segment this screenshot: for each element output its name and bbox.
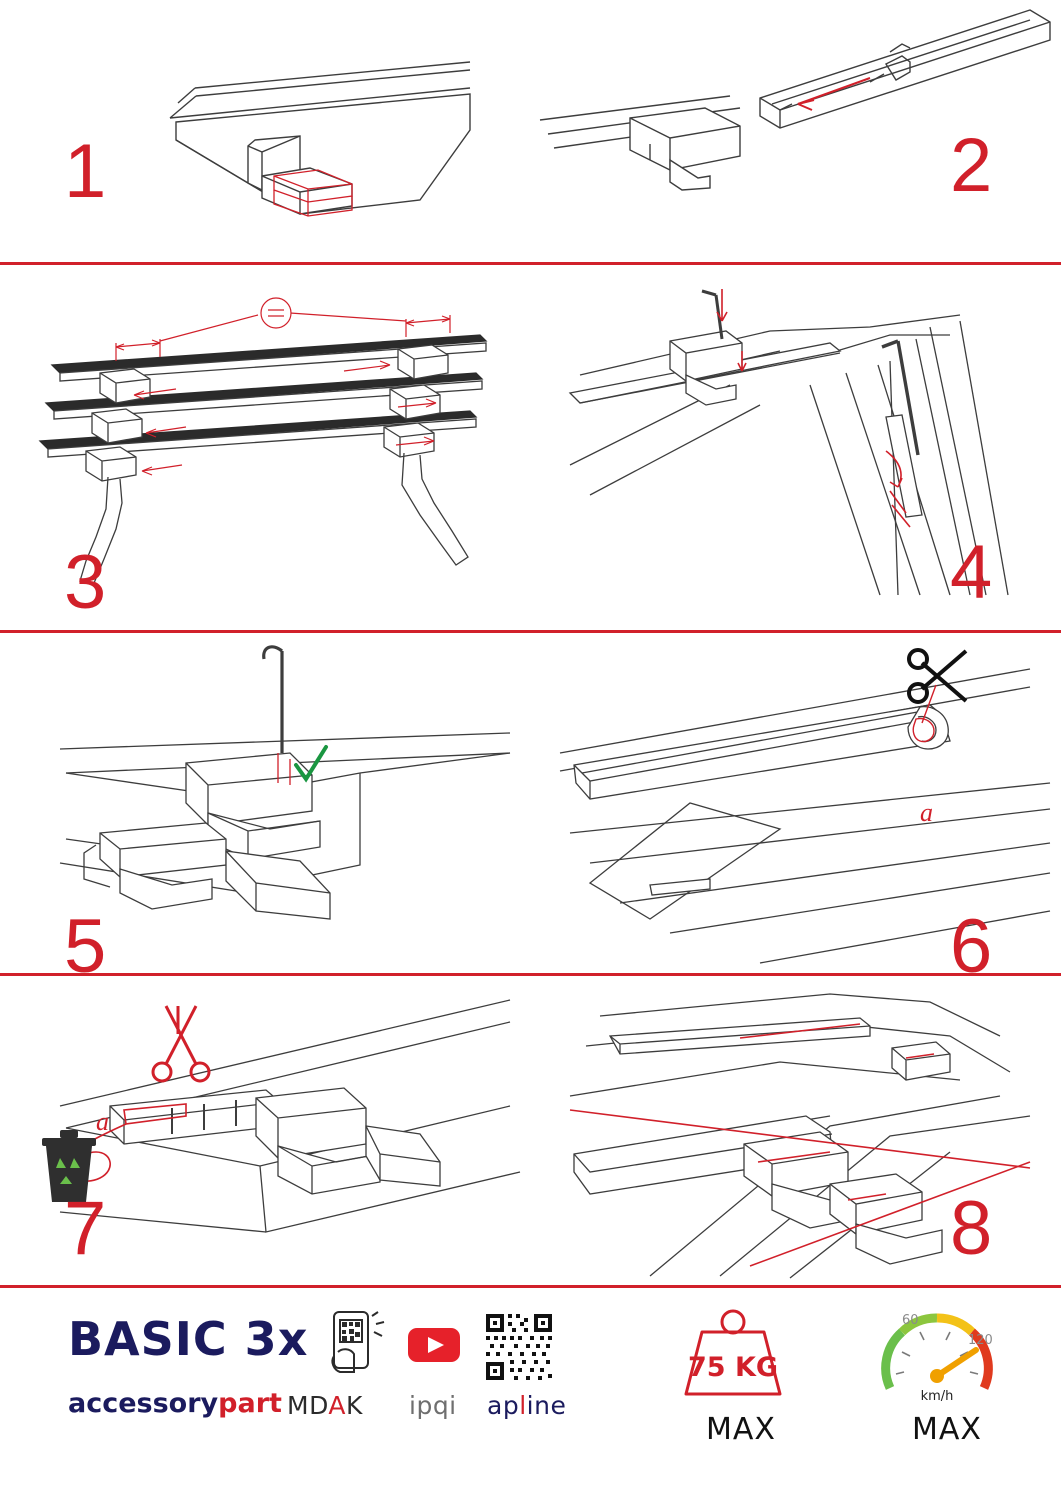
panel-step-8 bbox=[530, 976, 1061, 1286]
qr-code-icon bbox=[484, 1312, 554, 1382]
max-load-icon bbox=[668, 1298, 798, 1408]
mdak-accent: A bbox=[328, 1391, 346, 1420]
step-number-4: 4 bbox=[950, 530, 992, 615]
brand-secondary: part bbox=[218, 1388, 282, 1419]
max-speed-icon bbox=[872, 1296, 1002, 1412]
footer bbox=[0, 1290, 1061, 1500]
apline-accent: l bbox=[519, 1391, 527, 1420]
max-load-value: 75 KG bbox=[687, 1352, 779, 1383]
panel-step-1 bbox=[0, 0, 530, 262]
mdak-logo bbox=[287, 1391, 363, 1420]
apline-pre: ap bbox=[487, 1391, 520, 1420]
panel-step-5 bbox=[0, 633, 530, 973]
max-speed-label: MAX bbox=[912, 1412, 982, 1447]
brand-logo bbox=[68, 1388, 282, 1419]
step-number-6: 6 bbox=[950, 904, 992, 973]
mdak-pre: MD bbox=[287, 1391, 329, 1420]
panel-step-2 bbox=[530, 0, 1061, 262]
step-number-2: 2 bbox=[950, 123, 992, 208]
brand-primary: accessory bbox=[68, 1388, 219, 1419]
step-number-3: 3 bbox=[64, 540, 106, 625]
panel-step-4 bbox=[530, 265, 1061, 630]
apline-post: ine bbox=[526, 1391, 567, 1420]
speed-tick-high: 120 bbox=[968, 1333, 993, 1348]
step-number-5: 5 bbox=[64, 904, 106, 973]
product-name bbox=[68, 1312, 308, 1366]
product-name-text: BASIC 3 bbox=[68, 1312, 278, 1366]
ipqi-logo: ipqi bbox=[409, 1391, 457, 1420]
panel-step-3 bbox=[0, 265, 530, 630]
step-number-1: 1 bbox=[64, 129, 106, 214]
mdak-post: K bbox=[346, 1391, 363, 1420]
max-load-label: MAX bbox=[706, 1412, 776, 1447]
panel-step-6 bbox=[530, 633, 1061, 973]
speed-tick-low: 60 bbox=[902, 1313, 919, 1328]
step-number-7: 7 bbox=[64, 1186, 106, 1271]
speed-unit: km/h bbox=[920, 1389, 954, 1404]
step-number-8: 8 bbox=[950, 1186, 992, 1271]
phone-scan-icon bbox=[316, 1308, 396, 1384]
apline-logo bbox=[487, 1391, 566, 1420]
label-a-step-7: a bbox=[96, 1107, 109, 1136]
panel-step-7 bbox=[0, 976, 530, 1286]
label-a-step-6: a bbox=[920, 798, 933, 827]
youtube-icon[interactable] bbox=[406, 1324, 462, 1366]
product-qty: x bbox=[277, 1312, 309, 1366]
